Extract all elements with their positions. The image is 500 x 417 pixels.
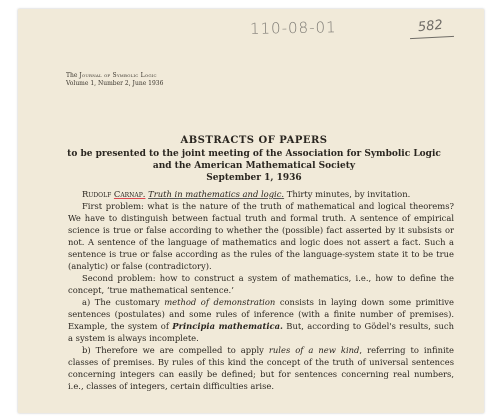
method-emphasis: method of demonstration: [164, 297, 276, 307]
paragraph-method-text-c: But, according to Gödel's results, such a system is always incomplete.: [68, 321, 454, 343]
heading-date: September 1, 1936: [206, 173, 302, 183]
principia-title: Principia mathematica.: [172, 321, 283, 331]
journal-issue: Volume 1, Number 2, June 1936: [66, 80, 164, 87]
handwritten-number: 582: [417, 17, 444, 36]
paragraph-rules-text-b: , referring to infinite classes of premises. By rules of this kind the concept of the truth of universal sentences concerning integers can easily be defined; but for sentences concerning real numbers, i.e., classes of integers, certain difficulties arise.: [68, 345, 454, 391]
paragraph-second-problem: Second problem: how to construct a system of mathematics, i.e., how to define the concept, ‘true mathematical sentence.’: [68, 273, 454, 295]
abstract-byline: [68, 188, 454, 200]
author-first-name: Rudolf: [82, 189, 112, 199]
paragraph-rules-text-a: b) Therefore we are compelled to apply: [82, 345, 269, 355]
heading-line-1: to be presented to the joint meeting of the Association for Symbolic Logic: [67, 149, 441, 159]
document-page: [18, 9, 484, 413]
abstract-body: [68, 188, 454, 392]
talk-duration: Thirty minutes, by invitation.: [284, 189, 411, 199]
paragraph-rules: [68, 344, 454, 392]
journal-name: Journal of Symbolic Logic: [79, 72, 157, 79]
paragraph-method: [68, 296, 454, 344]
journal-name-prefix: The: [66, 72, 80, 79]
journal-name-line: [66, 72, 163, 80]
paragraph-method-text-a: a) The customary: [82, 297, 165, 307]
paper-title: Truth in mathematics and logic.: [148, 189, 285, 199]
journal-header: [66, 72, 163, 88]
abstracts-heading: [58, 135, 450, 184]
handwritten-underline: [410, 36, 454, 39]
paragraph-first-problem: First problem: what is the nature of the truth of mathematical and logical theorems? We have to distinguish between factual truth and formal truth. A sentence of empirical science is true or false according to whether the (possible) fact asserted by it subsists or not. A sentence of the language of mathematics and logic does not assert a fact. Such a sentence is true or false according as the rules of the language-system state it to be true (analytic) or false (contradictory).: [68, 201, 454, 271]
rules-emphasis: rules of a new kind: [268, 345, 360, 355]
heading-line-2: and the American Mathematical Society: [152, 161, 356, 171]
handwritten-id: 110-08-01: [249, 18, 337, 38]
author-last-name: Carnap.: [113, 189, 146, 199]
heading-title: ABSTRACTS OF PAPERS: [180, 135, 328, 146]
paragraph-method-text-b: consists in laying down some primitive sentences (postulates) and some rules of inference (with a finite number of premises). Example, the system of: [68, 297, 454, 331]
